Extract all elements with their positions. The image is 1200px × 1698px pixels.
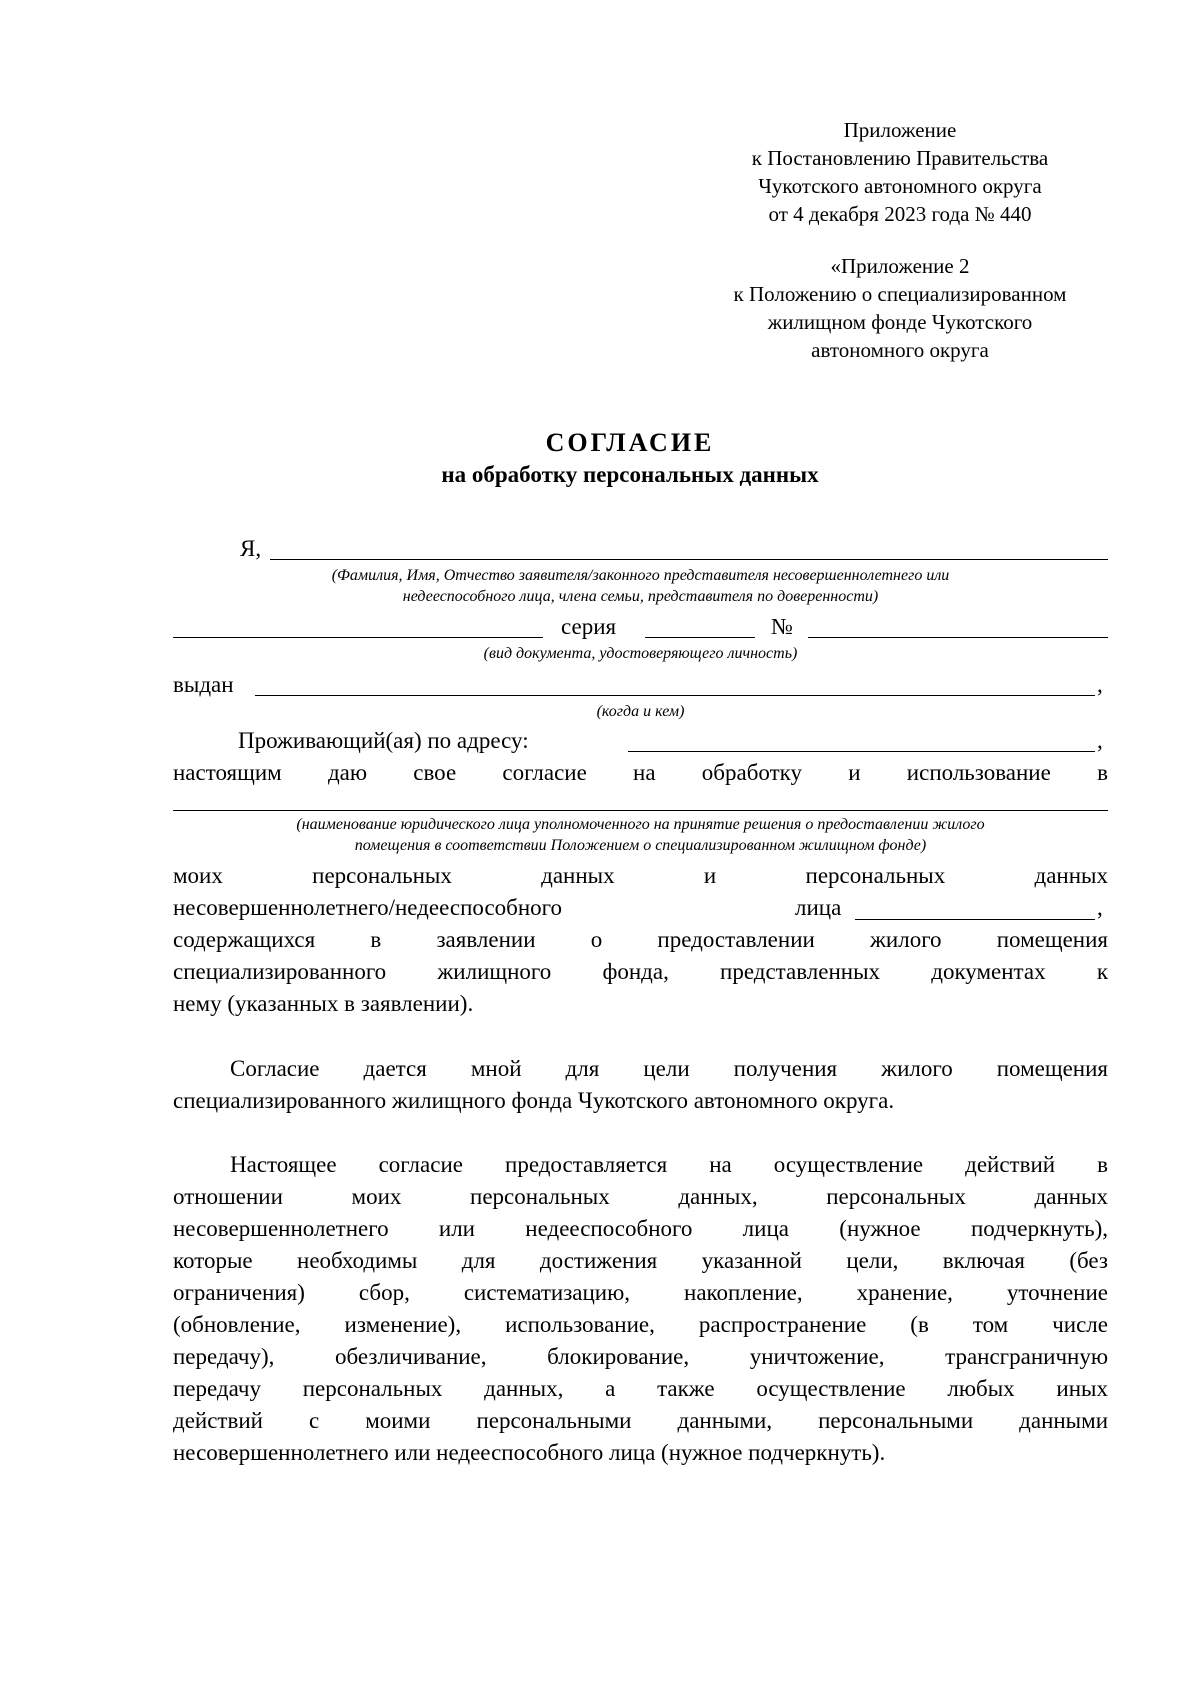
document-type-hint: (вид документа, удостоверяющего личность): [483, 645, 798, 662]
consent-word: даю: [327, 760, 368, 785]
address-label: Проживающий(ая) по адресу:: [238, 728, 529, 753]
hint-line: помещения в соответствии Положением о специализированном жилищном фонде): [354, 837, 927, 854]
paragraph-row: которые необходимы для достижения указанной цели, включая (без: [173, 1248, 1108, 1273]
paragraph-row: отношении моих персональных данных, персональных данных: [173, 1184, 1108, 1209]
document-type-field[interactable]: [173, 637, 543, 638]
paragraph-data-subject: [173, 860, 1108, 1020]
paragraph-row: Настоящее согласие предоставляется на осуществление действий в: [230, 1152, 1108, 1177]
appendix2-line: автономного округа: [811, 338, 989, 362]
address-row: [173, 726, 1108, 756]
appendix2-line: к Положению о специализированном: [733, 282, 1067, 306]
number-label: №: [771, 614, 793, 639]
i-label: Я,: [240, 536, 262, 561]
applicant-name-hint: [173, 565, 1108, 607]
person-label: лица: [795, 895, 842, 920]
consent-word: свое: [413, 760, 457, 785]
organization-field[interactable]: [173, 810, 1108, 811]
paragraph-row: нему (указанных в заявлении).: [173, 991, 474, 1016]
appendix-line: от 4 декабря 2023 года № 440: [768, 202, 1032, 226]
paragraph-row: Согласие дается мной для цели получения жилого помещения: [230, 1056, 1108, 1081]
appendix-line: Приложение: [843, 118, 957, 142]
applicant-name-row: [173, 534, 1108, 564]
address-field[interactable]: [628, 751, 1095, 752]
consent-word: согласие: [502, 760, 587, 785]
series-field[interactable]: [645, 637, 755, 638]
paragraph-row: несовершеннолетнего или недееспособного лица (нужное подчеркнуть).: [173, 1440, 886, 1465]
consent-word: обработку: [701, 760, 803, 785]
consent-word: использование: [906, 760, 1051, 785]
appendix2-header: [710, 252, 1090, 364]
paragraph-row: содержащихся в заявлении о предоставлении жилого помещения: [173, 927, 1108, 952]
organization-hint: [173, 814, 1108, 856]
appendix-line: Чукотского автономного округа: [758, 174, 1042, 198]
minor-label: несовершеннолетнего/недееспособного: [173, 895, 563, 920]
issued-label: выдан: [173, 672, 234, 697]
paragraph-row: (обновление, изменение), использование, распространение (в том числе: [173, 1312, 1108, 1337]
hint-line: (наименование юридического лица уполномоченного на принятие решения о предоставлении жилого: [296, 816, 985, 833]
issued-row: [173, 670, 1108, 700]
paragraph-actions: [173, 1149, 1108, 1469]
person-field[interactable]: [855, 919, 1095, 920]
appendix-header: [740, 116, 1060, 228]
applicant-name-field[interactable]: [270, 559, 1108, 560]
paragraph-row: несовершеннолетнего или недееспособного лица (нужное подчеркнуть),: [173, 1216, 1108, 1241]
number-field[interactable]: [808, 637, 1108, 638]
address-comma: ,: [1097, 728, 1103, 753]
paragraph-row: передачу персональных данных, а также осуществление любых иных: [173, 1376, 1108, 1401]
issued-comma: ,: [1097, 672, 1103, 697]
paragraph-row: действий с моими персональными данными, персональными данными: [173, 1408, 1108, 1433]
consent-word: настоящим: [173, 760, 282, 785]
consent-word: в: [1097, 760, 1108, 785]
person-comma: ,: [1097, 895, 1103, 920]
appendix2-line: «Приложение 2: [830, 254, 970, 278]
document-subtitle: на обработку персональных данных: [441, 462, 819, 487]
paragraph-purpose: [173, 1053, 1108, 1117]
consent-word: и: [848, 760, 861, 785]
identity-document-row: [173, 612, 1108, 642]
paragraph-row: передачу), обезличивание, блокирование, уничтожение, трансграничную: [173, 1344, 1108, 1369]
document-title: СОГЛАСИЕ: [545, 428, 715, 457]
paragraph-row: специализированного жилищного фонда Чукотского автономного округа.: [173, 1088, 895, 1113]
paragraph-row: ограничения) сбор, систематизацию, накопление, хранение, уточнение: [173, 1280, 1108, 1305]
paragraph-row: специализированного жилищного фонда, представленных документах к: [173, 959, 1108, 984]
issued-field[interactable]: [255, 695, 1095, 696]
issued-hint: (когда и кем): [596, 703, 685, 720]
series-label: серия: [561, 614, 617, 639]
appendix-line: к Постановлению Правительства: [751, 146, 1049, 170]
consent-row: [173, 758, 1108, 788]
hint-line: недееспособного лица, члена семьи, представителя по доверенности): [402, 588, 879, 605]
paragraph-row: моих персональных данных и персональных данных: [173, 863, 1108, 888]
consent-word: на: [633, 760, 656, 785]
hint-line: (Фамилия, Имя, Отчество заявителя/законного представителя несовершеннолетнего или: [331, 567, 950, 584]
appendix2-line: жилищном фонде Чукотского: [767, 310, 1033, 334]
paragraph-row: [173, 892, 1108, 924]
